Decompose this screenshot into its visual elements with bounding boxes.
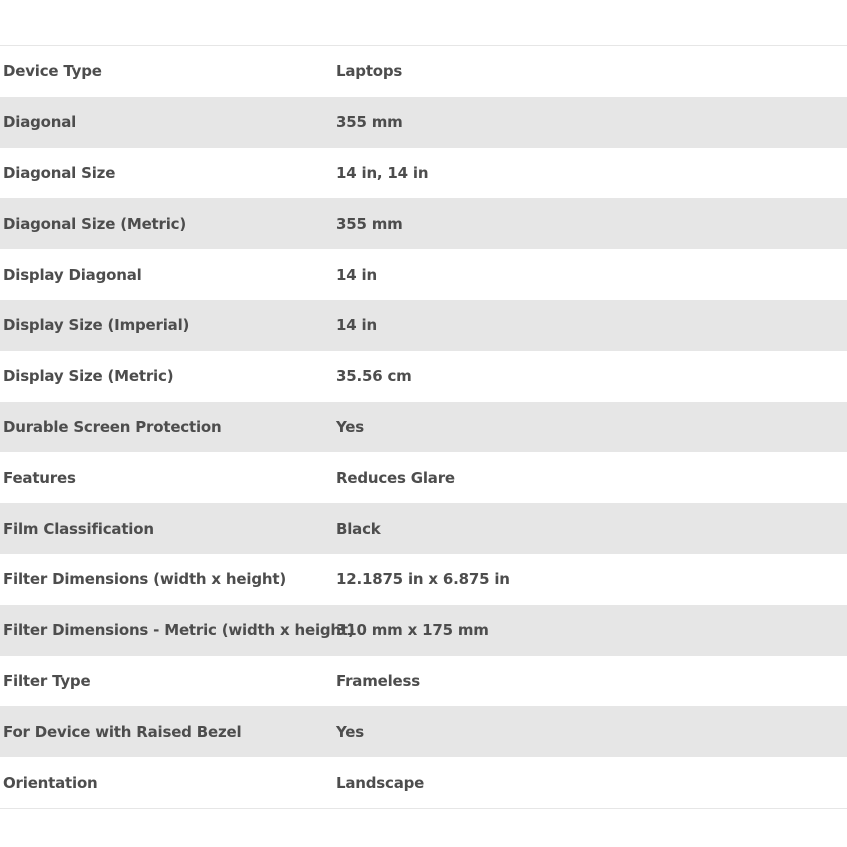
spec-value: Landscape (336, 773, 425, 792)
spec-value: Laptops (336, 62, 403, 81)
spec-value: 310 mm x 175 mm (336, 621, 489, 640)
spec-row (0, 97, 847, 148)
spec-row (0, 656, 847, 707)
spec-label: Diagonal Size (Metric) (3, 214, 187, 233)
spec-label: Features (3, 468, 76, 487)
spec-row (0, 249, 847, 300)
spec-row (0, 402, 847, 453)
spec-row (0, 46, 847, 97)
spec-value: Black (336, 519, 381, 538)
spec-label: Display Diagonal (3, 265, 142, 284)
spec-label: Orientation (3, 773, 98, 792)
spec-table (0, 45, 847, 809)
spec-label: Filter Dimensions (width x height) (3, 570, 286, 589)
spec-value: 14 in (336, 316, 377, 335)
spec-label: Diagonal Size (3, 163, 116, 182)
spec-label: For Device with Raised Bezel (3, 722, 242, 741)
spec-label: Filter Dimensions - Metric (width x height) (3, 621, 355, 640)
spec-label: Filter Type (3, 671, 91, 690)
spec-value: 12.1875 in x 6.875 in (336, 570, 510, 589)
spec-row (0, 554, 847, 605)
spec-row (0, 503, 847, 554)
spec-value: 14 in (336, 265, 377, 284)
spec-row (0, 300, 847, 351)
spec-label: Diagonal (3, 113, 77, 132)
spec-row (0, 351, 847, 402)
spec-label: Display Size (Metric) (3, 367, 174, 386)
spec-label: Device Type (3, 62, 102, 81)
spec-label: Durable Screen Protection (3, 417, 222, 436)
spec-value: Yes (336, 417, 364, 436)
spec-value: Yes (336, 722, 364, 741)
spec-label: Film Classification (3, 519, 154, 538)
spec-value: 355 mm (336, 214, 403, 233)
spec-value: Frameless (336, 671, 420, 690)
spec-row (0, 148, 847, 199)
spec-row (0, 605, 847, 656)
spec-value: 14 in, 14 in (336, 163, 429, 182)
spec-label: Display Size (Imperial) (3, 316, 190, 335)
spec-row (0, 452, 847, 503)
spec-row (0, 198, 847, 249)
spec-value: 355 mm (336, 113, 403, 132)
spec-row (0, 706, 847, 757)
spec-row (0, 757, 847, 808)
spec-value: 35.56 cm (336, 367, 412, 386)
spec-value: Reduces Glare (336, 468, 455, 487)
